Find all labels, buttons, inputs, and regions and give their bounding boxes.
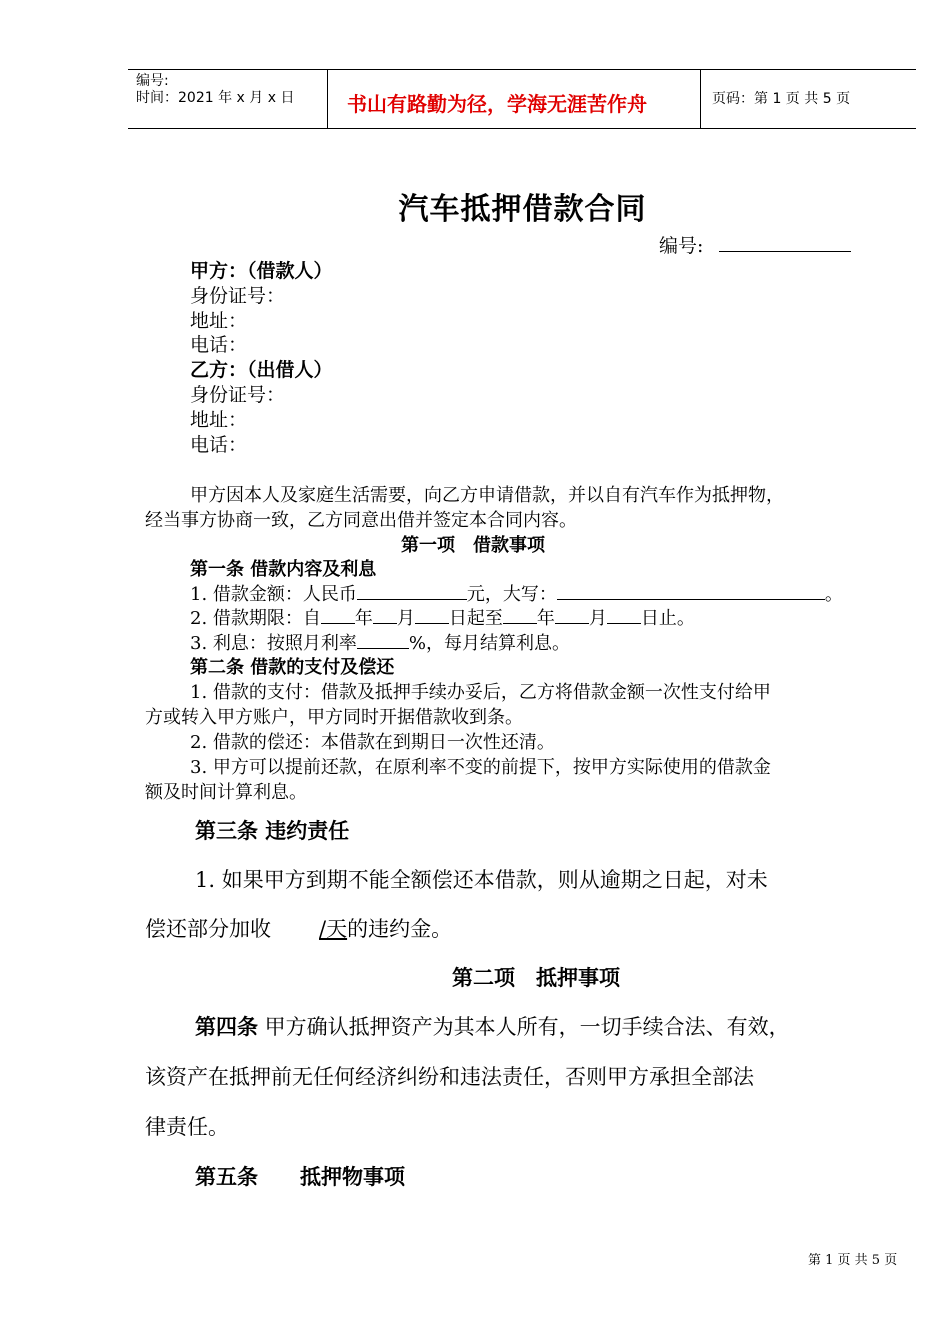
article3-heading: 第三条 违约责任 xyxy=(195,818,350,843)
contract-number-label: 编号: xyxy=(659,235,704,257)
party-b-title: 乙方：（出借人） xyxy=(190,359,333,381)
article5-heading: 第五条 抵押物事项 xyxy=(195,1164,405,1189)
header-motto: 书山有路勤为径，学海无涯苦作舟 xyxy=(347,92,647,116)
header-top-border xyxy=(128,69,916,70)
start-year-blank[interactable] xyxy=(321,604,355,624)
party-a-title: 甲方：（借款人） xyxy=(190,260,333,282)
end-month-blank[interactable] xyxy=(555,604,589,624)
intro-paragraph-line1: 甲方因本人及家庭生活需要，向乙方申请借款，并以自有汽车作为抵押物， xyxy=(190,485,784,506)
intro-paragraph-line2: 经当事方协商一致，乙方同意出借并签定本合同内容。 xyxy=(145,510,577,531)
party-a-phone: 电话： xyxy=(190,334,248,356)
article3-item1-line2: 偿还部分加收 /天的违约金。 xyxy=(145,917,453,941)
section1-heading: 第一项 借款事项 xyxy=(401,535,545,556)
article4-line1: 第四条 甲方确认抵押资产为其本人所有，一切手续合法、有效， xyxy=(195,1014,790,1039)
end-day-blank[interactable] xyxy=(607,604,641,624)
end-year-blank[interactable] xyxy=(503,604,537,624)
party-b-phone: 电话： xyxy=(190,434,248,456)
article2-item3-line2: 额及时间计算利息。 xyxy=(145,782,307,803)
article4-line2: 该资产在抵押前无任何经济纠纷和违法责任，否则甲方承担全部法 xyxy=(145,1065,754,1089)
loan-amount-blank[interactable] xyxy=(357,580,467,600)
article2-item3-line1: 3. 甲方可以提前还款，在原利率不变的前提下，按甲方实际使用的借款金 xyxy=(190,757,771,778)
header-divider-right xyxy=(700,69,701,129)
article4-line3: 律责任。 xyxy=(145,1115,229,1139)
party-a-address: 地址： xyxy=(190,310,248,332)
document-title: 汽车抵押借款合同 xyxy=(398,192,647,227)
interest-rate-blank[interactable] xyxy=(357,629,409,649)
section2-heading: 第二项 抵押事项 xyxy=(452,965,620,990)
article1-heading: 第一条 借款内容及利息 xyxy=(190,559,377,580)
header-page-info: 页码：第 1 页 共 5 页 xyxy=(712,91,851,107)
start-day-blank[interactable] xyxy=(415,604,449,624)
loan-amount-words-blank[interactable] xyxy=(557,580,825,600)
footer-page-info: 第 1 页 共 5 页 xyxy=(808,1253,898,1268)
start-month-blank[interactable] xyxy=(373,604,397,624)
article3-item1-line1: 1. 如果甲方到期不能全额偿还本借款，则从逾期之日起，对未 xyxy=(195,868,768,892)
party-b-id: 身份证号： xyxy=(190,384,286,406)
party-a-id: 身份证号： xyxy=(190,285,286,307)
article1-item3: 3. 利息：按照月利率 %，每月结算利息。 xyxy=(190,629,570,655)
article1-item1: 1. 借款金额：人民币 元，大写： 。 xyxy=(190,580,843,606)
article4-label: 第四条 xyxy=(195,1014,258,1039)
article1-item2: 2. 借款期限：自 年 月 日起至 年 月 日止。 xyxy=(190,604,695,630)
article2-heading: 第二条 借款的支付及偿还 xyxy=(190,657,395,678)
article2-item1-line1: 1. 借款的支付：借款及抵押手续办妥后，乙方将借款金额一次性支付给甲 xyxy=(190,682,771,703)
header-time: 时间：2021 年 x 月 x 日 xyxy=(136,90,295,106)
penalty-rate-blank[interactable]: /天 xyxy=(319,917,348,941)
party-b-address: 地址： xyxy=(190,409,248,431)
header-serial-label: 编号: xyxy=(136,73,169,89)
contract-number xyxy=(659,231,851,258)
contract-number-blank[interactable] xyxy=(719,231,851,252)
header-divider-left xyxy=(327,69,328,129)
header-bottom-border xyxy=(128,128,916,129)
article2-item2: 2. 借款的偿还：本借款在到期日一次性还清。 xyxy=(190,732,555,753)
article2-item1-line2: 方或转入甲方账户，甲方同时开据借款收到条。 xyxy=(145,707,523,728)
